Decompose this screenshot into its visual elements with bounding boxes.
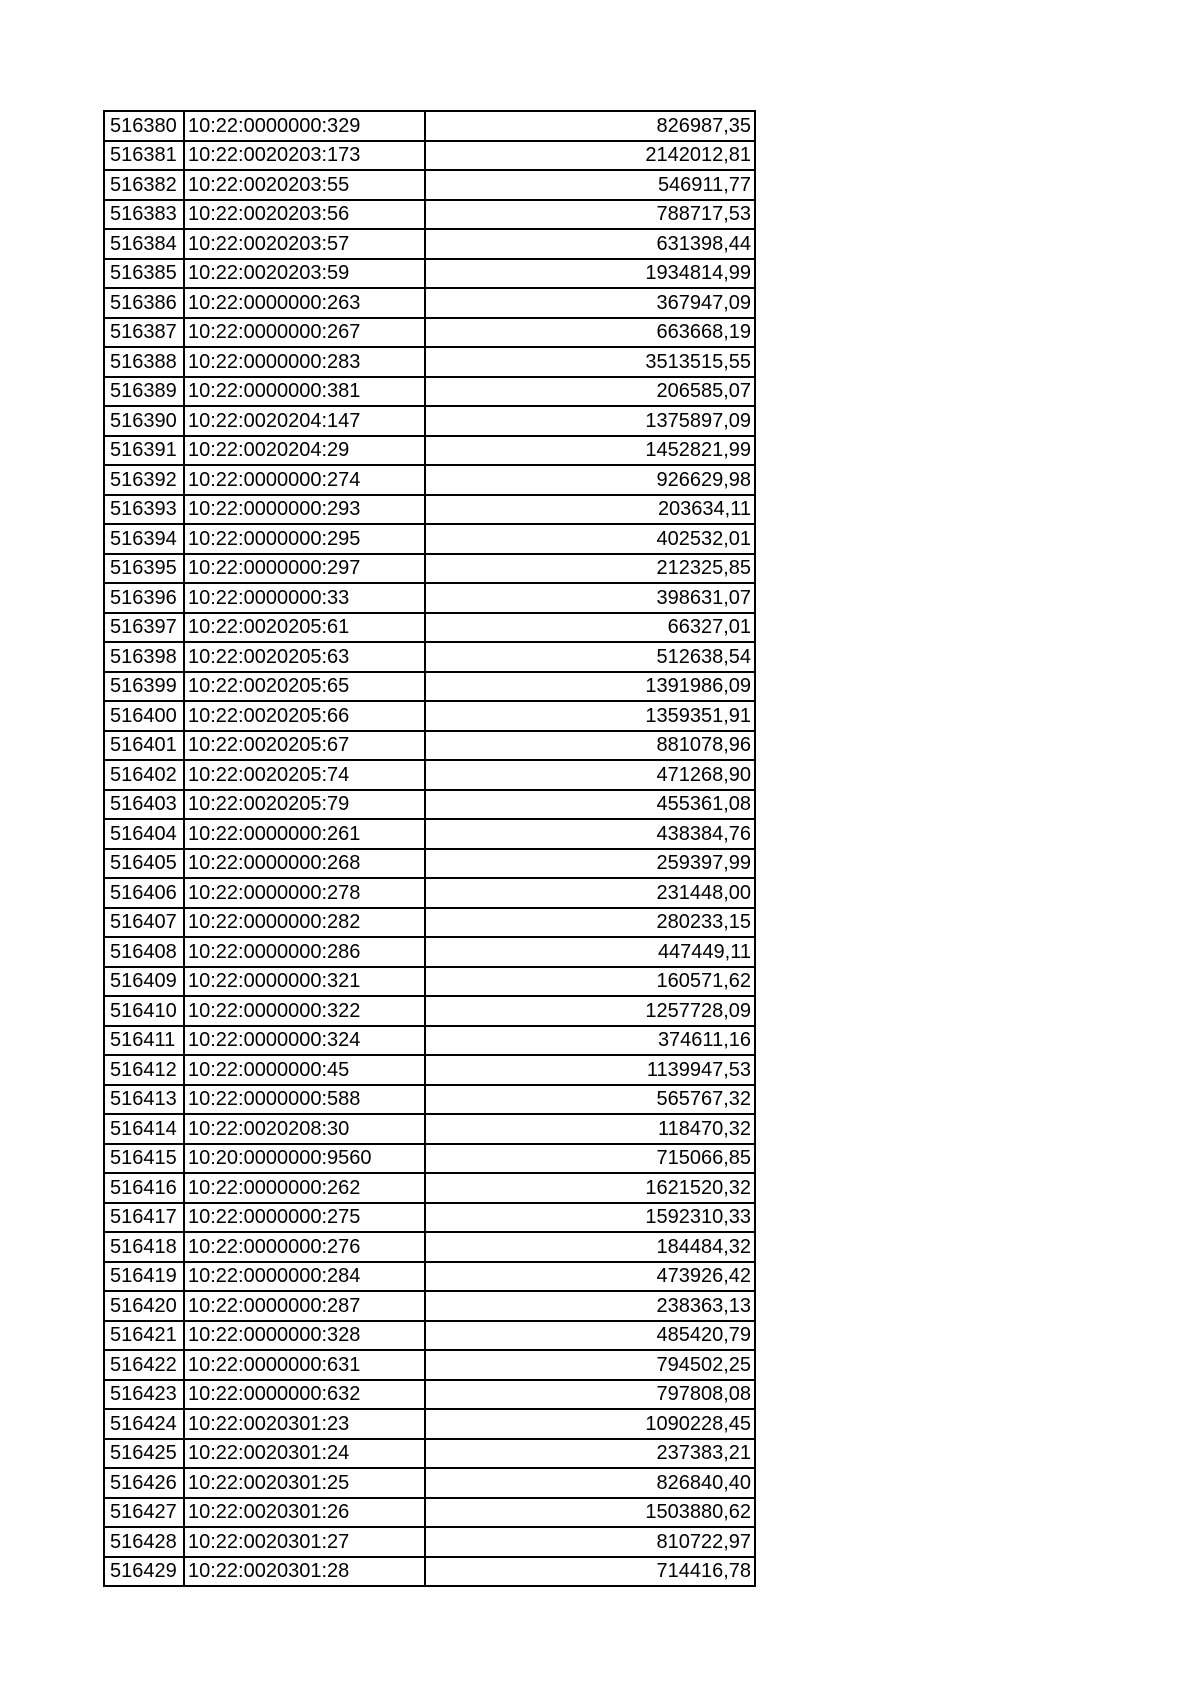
table-row bbox=[104, 1055, 755, 1085]
table-row bbox=[104, 1026, 755, 1056]
row-id-cell: 516401 bbox=[104, 731, 184, 761]
row-code-cell: 10:22:0020203:56 bbox=[184, 200, 425, 230]
table-row bbox=[104, 436, 755, 466]
row-value-cell: 788717,53 bbox=[425, 200, 755, 230]
row-value-cell: 1592310,33 bbox=[425, 1203, 755, 1233]
table-row bbox=[104, 288, 755, 318]
row-code-cell: 10:22:0000000:278 bbox=[184, 878, 425, 908]
row-code-cell: 10:22:0000000:275 bbox=[184, 1203, 425, 1233]
row-value-cell: 438384,76 bbox=[425, 819, 755, 849]
table-row bbox=[104, 1291, 755, 1321]
row-code-cell: 10:22:0000000:286 bbox=[184, 937, 425, 967]
row-code-cell: 10:22:0000000:287 bbox=[184, 1291, 425, 1321]
row-code-cell: 10:22:0000000:295 bbox=[184, 524, 425, 554]
row-code-cell: 10:22:0020203:57 bbox=[184, 229, 425, 259]
row-code-cell: 10:22:0000000:262 bbox=[184, 1173, 425, 1203]
row-id-cell: 516422 bbox=[104, 1350, 184, 1380]
row-code-cell: 10:22:0020203:59 bbox=[184, 259, 425, 289]
data-table bbox=[103, 110, 756, 1587]
table-row bbox=[104, 1468, 755, 1498]
row-id-cell: 516396 bbox=[104, 583, 184, 613]
table-row bbox=[104, 111, 755, 141]
row-id-cell: 516419 bbox=[104, 1262, 184, 1292]
row-code-cell: 10:22:0000000:267 bbox=[184, 318, 425, 348]
row-code-cell: 10:22:0020301:23 bbox=[184, 1409, 425, 1439]
row-code-cell: 10:22:0000000:321 bbox=[184, 967, 425, 997]
row-id-cell: 516390 bbox=[104, 406, 184, 436]
table-row bbox=[104, 141, 755, 171]
row-code-cell: 10:22:0000000:268 bbox=[184, 849, 425, 879]
row-id-cell: 516409 bbox=[104, 967, 184, 997]
table-row bbox=[104, 318, 755, 348]
row-value-cell: 259397,99 bbox=[425, 849, 755, 879]
row-value-cell: 1621520,32 bbox=[425, 1173, 755, 1203]
table-row bbox=[104, 967, 755, 997]
row-code-cell: 10:22:0000000:283 bbox=[184, 347, 425, 377]
table-row bbox=[104, 495, 755, 525]
row-value-cell: 1257728,09 bbox=[425, 996, 755, 1026]
row-value-cell: 512638,54 bbox=[425, 642, 755, 672]
row-value-cell: 471268,90 bbox=[425, 760, 755, 790]
row-code-cell: 10:22:0000000:282 bbox=[184, 908, 425, 938]
row-id-cell: 516412 bbox=[104, 1055, 184, 1085]
row-id-cell: 516392 bbox=[104, 465, 184, 495]
row-id-cell: 516424 bbox=[104, 1409, 184, 1439]
row-code-cell: 10:22:0000000:322 bbox=[184, 996, 425, 1026]
row-id-cell: 516425 bbox=[104, 1439, 184, 1469]
row-value-cell: 797808,08 bbox=[425, 1380, 755, 1410]
row-code-cell: 10:22:0000000:33 bbox=[184, 583, 425, 613]
row-id-cell: 516416 bbox=[104, 1173, 184, 1203]
row-id-cell: 516407 bbox=[104, 908, 184, 938]
row-value-cell: 565767,32 bbox=[425, 1085, 755, 1115]
table-row bbox=[104, 1203, 755, 1233]
row-value-cell: 206585,07 bbox=[425, 377, 755, 407]
row-id-cell: 516397 bbox=[104, 613, 184, 643]
row-value-cell: 66327,01 bbox=[425, 613, 755, 643]
row-code-cell: 10:22:0020205:65 bbox=[184, 672, 425, 702]
row-code-cell: 10:22:0020205:67 bbox=[184, 731, 425, 761]
row-code-cell: 10:22:0000000:276 bbox=[184, 1232, 425, 1262]
table-row bbox=[104, 1232, 755, 1262]
row-code-cell: 10:22:0020204:147 bbox=[184, 406, 425, 436]
row-id-cell: 516398 bbox=[104, 642, 184, 672]
row-value-cell: 663668,19 bbox=[425, 318, 755, 348]
table-row bbox=[104, 642, 755, 672]
row-value-cell: 714416,78 bbox=[425, 1557, 755, 1587]
row-id-cell: 516395 bbox=[104, 554, 184, 584]
row-code-cell: 10:22:0000000:45 bbox=[184, 1055, 425, 1085]
table-row bbox=[104, 524, 755, 554]
row-code-cell: 10:22:0000000:632 bbox=[184, 1380, 425, 1410]
table-row bbox=[104, 1321, 755, 1351]
row-code-cell: 10:20:0000000:9560 bbox=[184, 1144, 425, 1174]
row-value-cell: 485420,79 bbox=[425, 1321, 755, 1351]
row-value-cell: 631398,44 bbox=[425, 229, 755, 259]
row-value-cell: 810722,97 bbox=[425, 1527, 755, 1557]
table-row bbox=[104, 1144, 755, 1174]
row-id-cell: 516391 bbox=[104, 436, 184, 466]
row-value-cell: 1934814,99 bbox=[425, 259, 755, 289]
row-value-cell: 184484,32 bbox=[425, 1232, 755, 1262]
table-row bbox=[104, 613, 755, 643]
row-id-cell: 516400 bbox=[104, 701, 184, 731]
row-code-cell: 10:22:0020203:55 bbox=[184, 170, 425, 200]
table-row bbox=[104, 583, 755, 613]
row-id-cell: 516417 bbox=[104, 1203, 184, 1233]
row-id-cell: 516393 bbox=[104, 495, 184, 525]
row-code-cell: 10:22:0020204:29 bbox=[184, 436, 425, 466]
row-id-cell: 516418 bbox=[104, 1232, 184, 1262]
table-row bbox=[104, 1439, 755, 1469]
row-id-cell: 516415 bbox=[104, 1144, 184, 1174]
row-value-cell: 237383,21 bbox=[425, 1439, 755, 1469]
row-code-cell: 10:22:0020205:63 bbox=[184, 642, 425, 672]
table-row bbox=[104, 819, 755, 849]
row-id-cell: 516380 bbox=[104, 111, 184, 141]
row-id-cell: 516384 bbox=[104, 229, 184, 259]
table-body bbox=[104, 111, 755, 1586]
row-code-cell: 10:22:0000000:329 bbox=[184, 111, 425, 141]
row-value-cell: 881078,96 bbox=[425, 731, 755, 761]
row-id-cell: 516406 bbox=[104, 878, 184, 908]
row-code-cell: 10:22:0000000:631 bbox=[184, 1350, 425, 1380]
row-id-cell: 516414 bbox=[104, 1114, 184, 1144]
table-row bbox=[104, 465, 755, 495]
row-value-cell: 1359351,91 bbox=[425, 701, 755, 731]
row-id-cell: 516385 bbox=[104, 259, 184, 289]
row-id-cell: 516408 bbox=[104, 937, 184, 967]
row-code-cell: 10:22:0020208:30 bbox=[184, 1114, 425, 1144]
row-id-cell: 516423 bbox=[104, 1380, 184, 1410]
table-row bbox=[104, 377, 755, 407]
row-value-cell: 1139947,53 bbox=[425, 1055, 755, 1085]
table-row bbox=[104, 908, 755, 938]
row-code-cell: 10:22:0020205:61 bbox=[184, 613, 425, 643]
row-code-cell: 10:22:0000000:324 bbox=[184, 1026, 425, 1056]
table-row bbox=[104, 554, 755, 584]
row-value-cell: 3513515,55 bbox=[425, 347, 755, 377]
row-code-cell: 10:22:0000000:284 bbox=[184, 1262, 425, 1292]
row-value-cell: 280233,15 bbox=[425, 908, 755, 938]
row-value-cell: 826840,40 bbox=[425, 1468, 755, 1498]
table-row bbox=[104, 701, 755, 731]
row-id-cell: 516402 bbox=[104, 760, 184, 790]
row-value-cell: 203634,11 bbox=[425, 495, 755, 525]
table-row bbox=[104, 1409, 755, 1439]
row-id-cell: 516399 bbox=[104, 672, 184, 702]
row-value-cell: 231448,00 bbox=[425, 878, 755, 908]
row-value-cell: 794502,25 bbox=[425, 1350, 755, 1380]
table-row bbox=[104, 1380, 755, 1410]
row-id-cell: 516411 bbox=[104, 1026, 184, 1056]
table-row bbox=[104, 1085, 755, 1115]
row-value-cell: 118470,32 bbox=[425, 1114, 755, 1144]
row-value-cell: 1391986,09 bbox=[425, 672, 755, 702]
table-row bbox=[104, 849, 755, 879]
row-value-cell: 447449,11 bbox=[425, 937, 755, 967]
row-id-cell: 516428 bbox=[104, 1527, 184, 1557]
row-code-cell: 10:22:0020301:24 bbox=[184, 1439, 425, 1469]
row-value-cell: 398631,07 bbox=[425, 583, 755, 613]
table-row bbox=[104, 878, 755, 908]
row-code-cell: 10:22:0020205:79 bbox=[184, 790, 425, 820]
table-row bbox=[104, 1173, 755, 1203]
row-id-cell: 516389 bbox=[104, 377, 184, 407]
row-code-cell: 10:22:0000000:297 bbox=[184, 554, 425, 584]
row-code-cell: 10:22:0000000:381 bbox=[184, 377, 425, 407]
row-id-cell: 516413 bbox=[104, 1085, 184, 1115]
row-code-cell: 10:22:0000000:293 bbox=[184, 495, 425, 525]
row-id-cell: 516410 bbox=[104, 996, 184, 1026]
row-code-cell: 10:22:0020301:27 bbox=[184, 1527, 425, 1557]
table-row bbox=[104, 1350, 755, 1380]
row-id-cell: 516429 bbox=[104, 1557, 184, 1587]
table-row bbox=[104, 1498, 755, 1528]
row-id-cell: 516427 bbox=[104, 1498, 184, 1528]
row-id-cell: 516421 bbox=[104, 1321, 184, 1351]
table-row bbox=[104, 1114, 755, 1144]
row-code-cell: 10:22:0020301:28 bbox=[184, 1557, 425, 1587]
table-row bbox=[104, 406, 755, 436]
row-id-cell: 516403 bbox=[104, 790, 184, 820]
row-id-cell: 516388 bbox=[104, 347, 184, 377]
table-row bbox=[104, 229, 755, 259]
table-row bbox=[104, 1262, 755, 1292]
table-row bbox=[104, 200, 755, 230]
table-row bbox=[104, 259, 755, 289]
row-value-cell: 1090228,45 bbox=[425, 1409, 755, 1439]
row-id-cell: 516381 bbox=[104, 141, 184, 171]
row-value-cell: 1452821,99 bbox=[425, 436, 755, 466]
row-value-cell: 2142012,81 bbox=[425, 141, 755, 171]
row-code-cell: 10:22:0020203:173 bbox=[184, 141, 425, 171]
row-code-cell: 10:22:0020205:66 bbox=[184, 701, 425, 731]
row-value-cell: 212325,85 bbox=[425, 554, 755, 584]
row-id-cell: 516426 bbox=[104, 1468, 184, 1498]
table-row bbox=[104, 760, 755, 790]
row-value-cell: 1375897,09 bbox=[425, 406, 755, 436]
row-code-cell: 10:22:0000000:328 bbox=[184, 1321, 425, 1351]
row-id-cell: 516394 bbox=[104, 524, 184, 554]
row-id-cell: 516387 bbox=[104, 318, 184, 348]
table-row bbox=[104, 1557, 755, 1587]
row-code-cell: 10:22:0000000:261 bbox=[184, 819, 425, 849]
row-value-cell: 455361,08 bbox=[425, 790, 755, 820]
row-id-cell: 516382 bbox=[104, 170, 184, 200]
row-code-cell: 10:22:0000000:588 bbox=[184, 1085, 425, 1115]
row-id-cell: 516420 bbox=[104, 1291, 184, 1321]
row-value-cell: 374611,16 bbox=[425, 1026, 755, 1056]
row-code-cell: 10:22:0000000:274 bbox=[184, 465, 425, 495]
row-id-cell: 516404 bbox=[104, 819, 184, 849]
row-value-cell: 1503880,62 bbox=[425, 1498, 755, 1528]
row-value-cell: 926629,98 bbox=[425, 465, 755, 495]
table-row bbox=[104, 790, 755, 820]
table-row bbox=[104, 1527, 755, 1557]
table-row bbox=[104, 937, 755, 967]
row-value-cell: 826987,35 bbox=[425, 111, 755, 141]
row-value-cell: 715066,85 bbox=[425, 1144, 755, 1174]
row-id-cell: 516383 bbox=[104, 200, 184, 230]
row-value-cell: 160571,62 bbox=[425, 967, 755, 997]
row-value-cell: 367947,09 bbox=[425, 288, 755, 318]
row-value-cell: 238363,13 bbox=[425, 1291, 755, 1321]
row-code-cell: 10:22:0020301:26 bbox=[184, 1498, 425, 1528]
row-code-cell: 10:22:0020301:25 bbox=[184, 1468, 425, 1498]
table-row bbox=[104, 170, 755, 200]
row-value-cell: 473926,42 bbox=[425, 1262, 755, 1292]
table-row bbox=[104, 347, 755, 377]
row-code-cell: 10:22:0000000:263 bbox=[184, 288, 425, 318]
table-row bbox=[104, 672, 755, 702]
row-id-cell: 516405 bbox=[104, 849, 184, 879]
row-value-cell: 402532,01 bbox=[425, 524, 755, 554]
row-value-cell: 546911,77 bbox=[425, 170, 755, 200]
row-id-cell: 516386 bbox=[104, 288, 184, 318]
table-row bbox=[104, 996, 755, 1026]
table-row bbox=[104, 731, 755, 761]
row-code-cell: 10:22:0020205:74 bbox=[184, 760, 425, 790]
